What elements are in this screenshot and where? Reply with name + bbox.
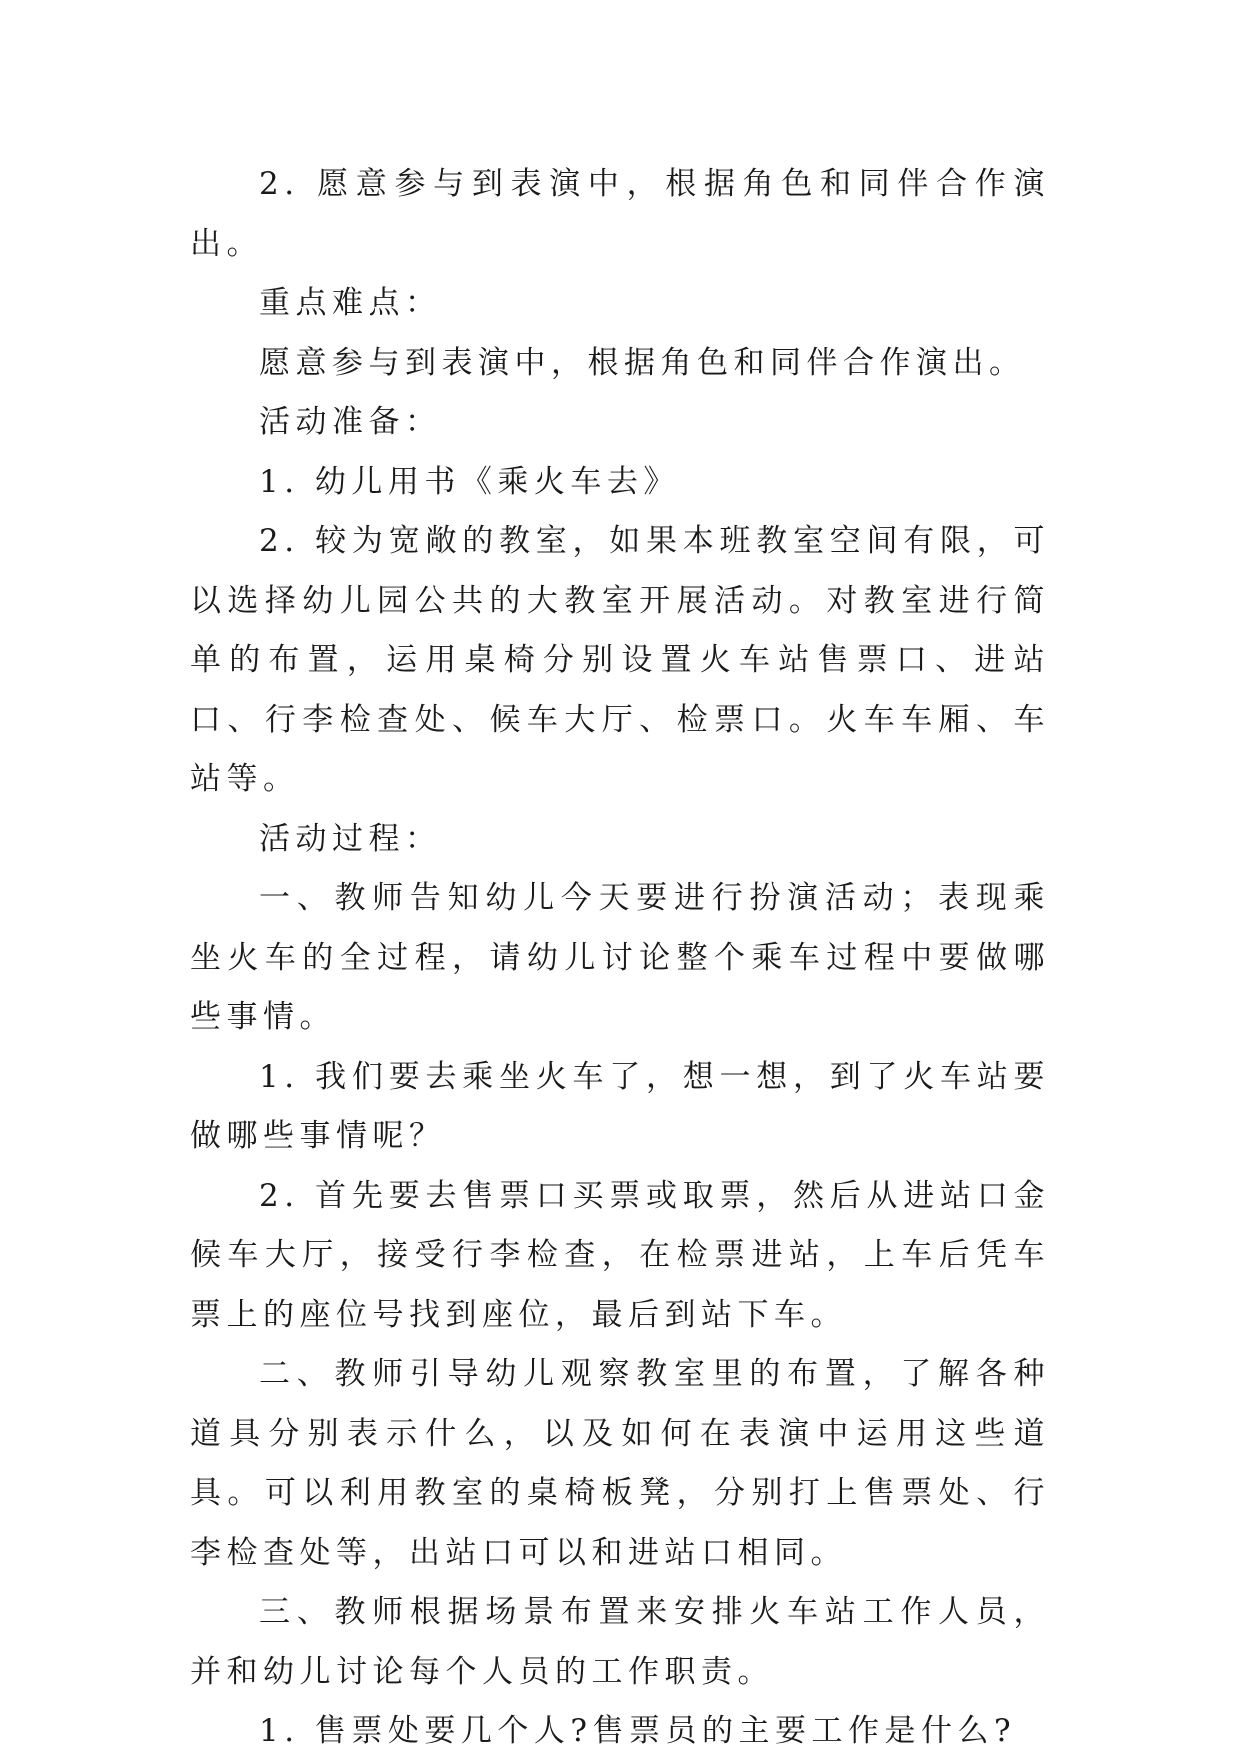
paragraph-step-one-1: 1. 我们要去乘坐火车了，想一想，到了火车站要做哪些事情呢？ bbox=[190, 1058, 1050, 1154]
paragraph-preparation-2: 2. 较为宽敞的教室，如果本班教室空间有限，可以选择幼儿园公共的大教室开展活动。对教室进行简单的布置，运用桌椅分别设置火车站售票口、进站口、行李检查处、候车大厅、检票口。火车车厢、车站等。 bbox=[190, 523, 1050, 797]
paragraph-step-one-2: 2. 首先要去售票口买票或取票，然后从进站口金候车大厅，接受行李检查，在检票进站，上车后凭车票上的座位号找到座位，最后到站下车。 bbox=[190, 1177, 1050, 1333]
document-body bbox=[190, 155, 1050, 1762]
paragraph-step-three: 三、教师根据场景布置来安排火车站工作人员，并和幼儿讨论每个人员的工作职责。 bbox=[190, 1594, 1050, 1690]
paragraph-goal-2: 2. 愿意参与到表演中，根据角色和同伴合作演出。 bbox=[190, 166, 1050, 262]
heading-preparation: 活动准备： bbox=[259, 404, 442, 440]
paragraph-step-one: 一、教师告知幼儿今天要进行扮演活动；表现乘坐火车的全过程，请幼儿讨论整个乘车过程中要做哪些事情。 bbox=[190, 880, 1050, 1035]
paragraph-step-two: 二、教师引导幼儿观察教室里的布置，了解各种道具分别表示什么，以及如何在表演中运用这些道具。可以利用教室的桌椅板凳，分别打上售票处、行李检查处等，出站口可以和进站口相同。 bbox=[190, 1356, 1050, 1571]
paragraph-preparation-1: 1. 幼儿用书《乘火车去》 bbox=[259, 463, 680, 500]
heading-key-points: 重点难点： bbox=[259, 285, 442, 321]
paragraph-key-points: 愿意参与到表演中，根据角色和同伴合作演出。 bbox=[259, 344, 1026, 381]
heading-process: 活动过程： bbox=[259, 820, 442, 857]
paragraph-step-three-1: 1. 售票处要几个人?售票员的主要工作是什么? bbox=[259, 1713, 1017, 1749]
